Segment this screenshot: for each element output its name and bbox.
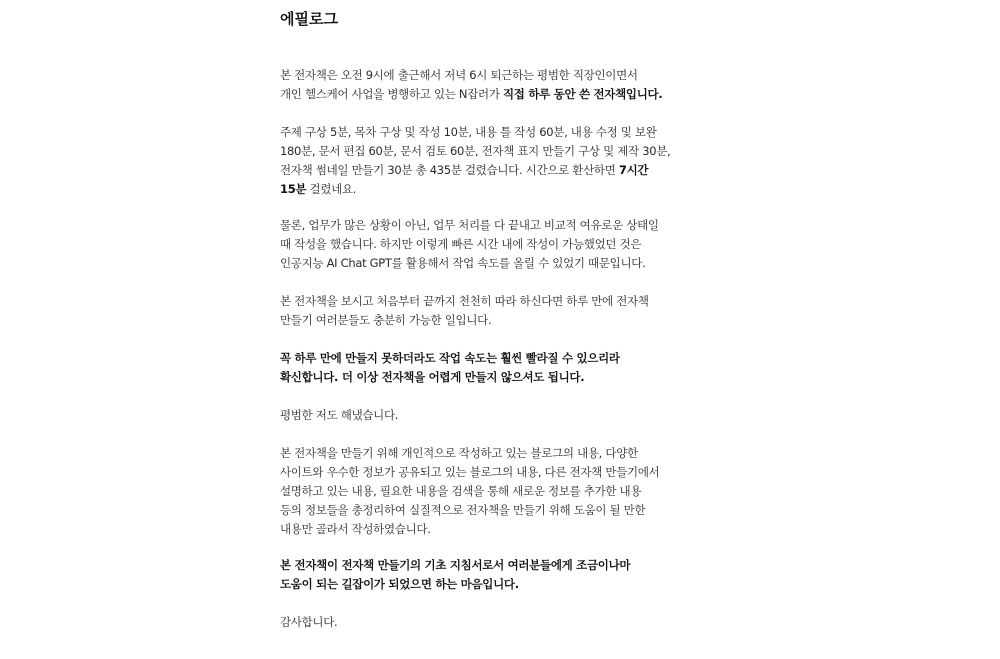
text-line: [280, 180, 720, 199]
bold-line: 꼭 하루 만에 만들지 못하더라도 작업 속도는 훨씬 빨라질 수 있으리라: [280, 351, 620, 365]
bold-line: 확신합니다. 더 이상 전자책을 어렵게 만들지 않으셔도 됩니다.: [280, 370, 585, 384]
text-segment: 전자책 썸네일 만들기 30분 총 435분 걸렸습니다. 시간으로 환산하면: [280, 163, 619, 177]
text-line: 본 전자책을 만들기 위해 개인적으로 작성하고 있는 블로그의 내용, 다양한: [280, 446, 638, 460]
paragraph-thanks: [280, 613, 720, 632]
text-line: 본 전자책을 보시고 처음부터 끝까지 천천히 따라 하신다면 하루 만에 전자책: [280, 294, 649, 308]
text-line: [280, 161, 720, 180]
bold-text: 7시간: [618, 163, 649, 177]
bold-line: 도움이 되는 길잡이가 되었으면 하는 마음입니다.: [280, 577, 519, 591]
text-line: 사이트와 우수한 정보가 공유되고 있는 블로그의 내용, 다른 전자책 만들기에서: [280, 465, 660, 479]
text-line: 평범한 저도 해냈습니다.: [280, 408, 399, 422]
paragraph-follow-along: [280, 292, 720, 330]
text-line: 주제 구상 5분, 목차 구상 및 작성 10분, 내용 틀 작성 60분, 내용 수정 및 보완: [280, 125, 657, 139]
paragraph-confidence: [280, 349, 720, 387]
bold-text: 15분: [280, 182, 307, 196]
page-title: 에필로그: [280, 10, 338, 28]
paragraph-achievement: [280, 406, 720, 425]
paragraph-intro: [280, 66, 720, 104]
bold-text: 직접 하루 동안 쓴 전자책입니다.: [503, 87, 663, 101]
paragraph-wish: [280, 556, 720, 594]
paragraph-sources: [280, 444, 720, 539]
text-line: 설명하고 있는 내용, 필요한 내용을 검색을 통해 새로운 정보를 추가한 내용: [280, 484, 642, 498]
text-line: 등의 정보들을 총정리하여 실질적으로 전자책을 만들기 위해 도움이 될 만한: [280, 503, 646, 517]
paragraph-time-breakdown: [280, 123, 720, 199]
text-line: 때 작성을 했습니다. 하지만 이렇게 빠른 시간 내에 작성이 가능했었던 것은: [280, 237, 642, 251]
text-line: 물론, 업무가 많은 상황이 아닌, 업무 처리를 다 끝내고 비교적 여유로운 상태일: [280, 218, 659, 232]
paragraph-ai-usage: [280, 216, 720, 273]
text-segment: 걸렸네요.: [306, 182, 357, 196]
text-line: 만들기 여러분들도 충분히 가능한 일입니다.: [280, 313, 492, 327]
text-segment: 개인 헬스케어 사업을 병행하고 있는 N잡러가: [280, 87, 503, 101]
text-line: 내용만 골라서 작성하였습니다.: [280, 522, 431, 536]
text-line: [280, 85, 720, 104]
text-line: 180분, 문서 편집 60분, 문서 검토 60분, 전자책 표지 만들기 구상 및 제작 30분,: [280, 144, 671, 158]
bold-line: 본 전자책이 전자책 만들기의 기초 지침서로서 여러분들에게 조금이나마: [280, 558, 631, 572]
text-line: 본 전자책은 오전 9시에 출근해서 저녁 6시 퇴근하는 평범한 직장인이면서: [280, 68, 638, 82]
text-line: 감사합니다.: [280, 615, 338, 629]
text-line: 인공지능 AI Chat GPT를 활용해서 작업 속도를 올릴 수 있었기 때문입니다.: [280, 256, 646, 270]
